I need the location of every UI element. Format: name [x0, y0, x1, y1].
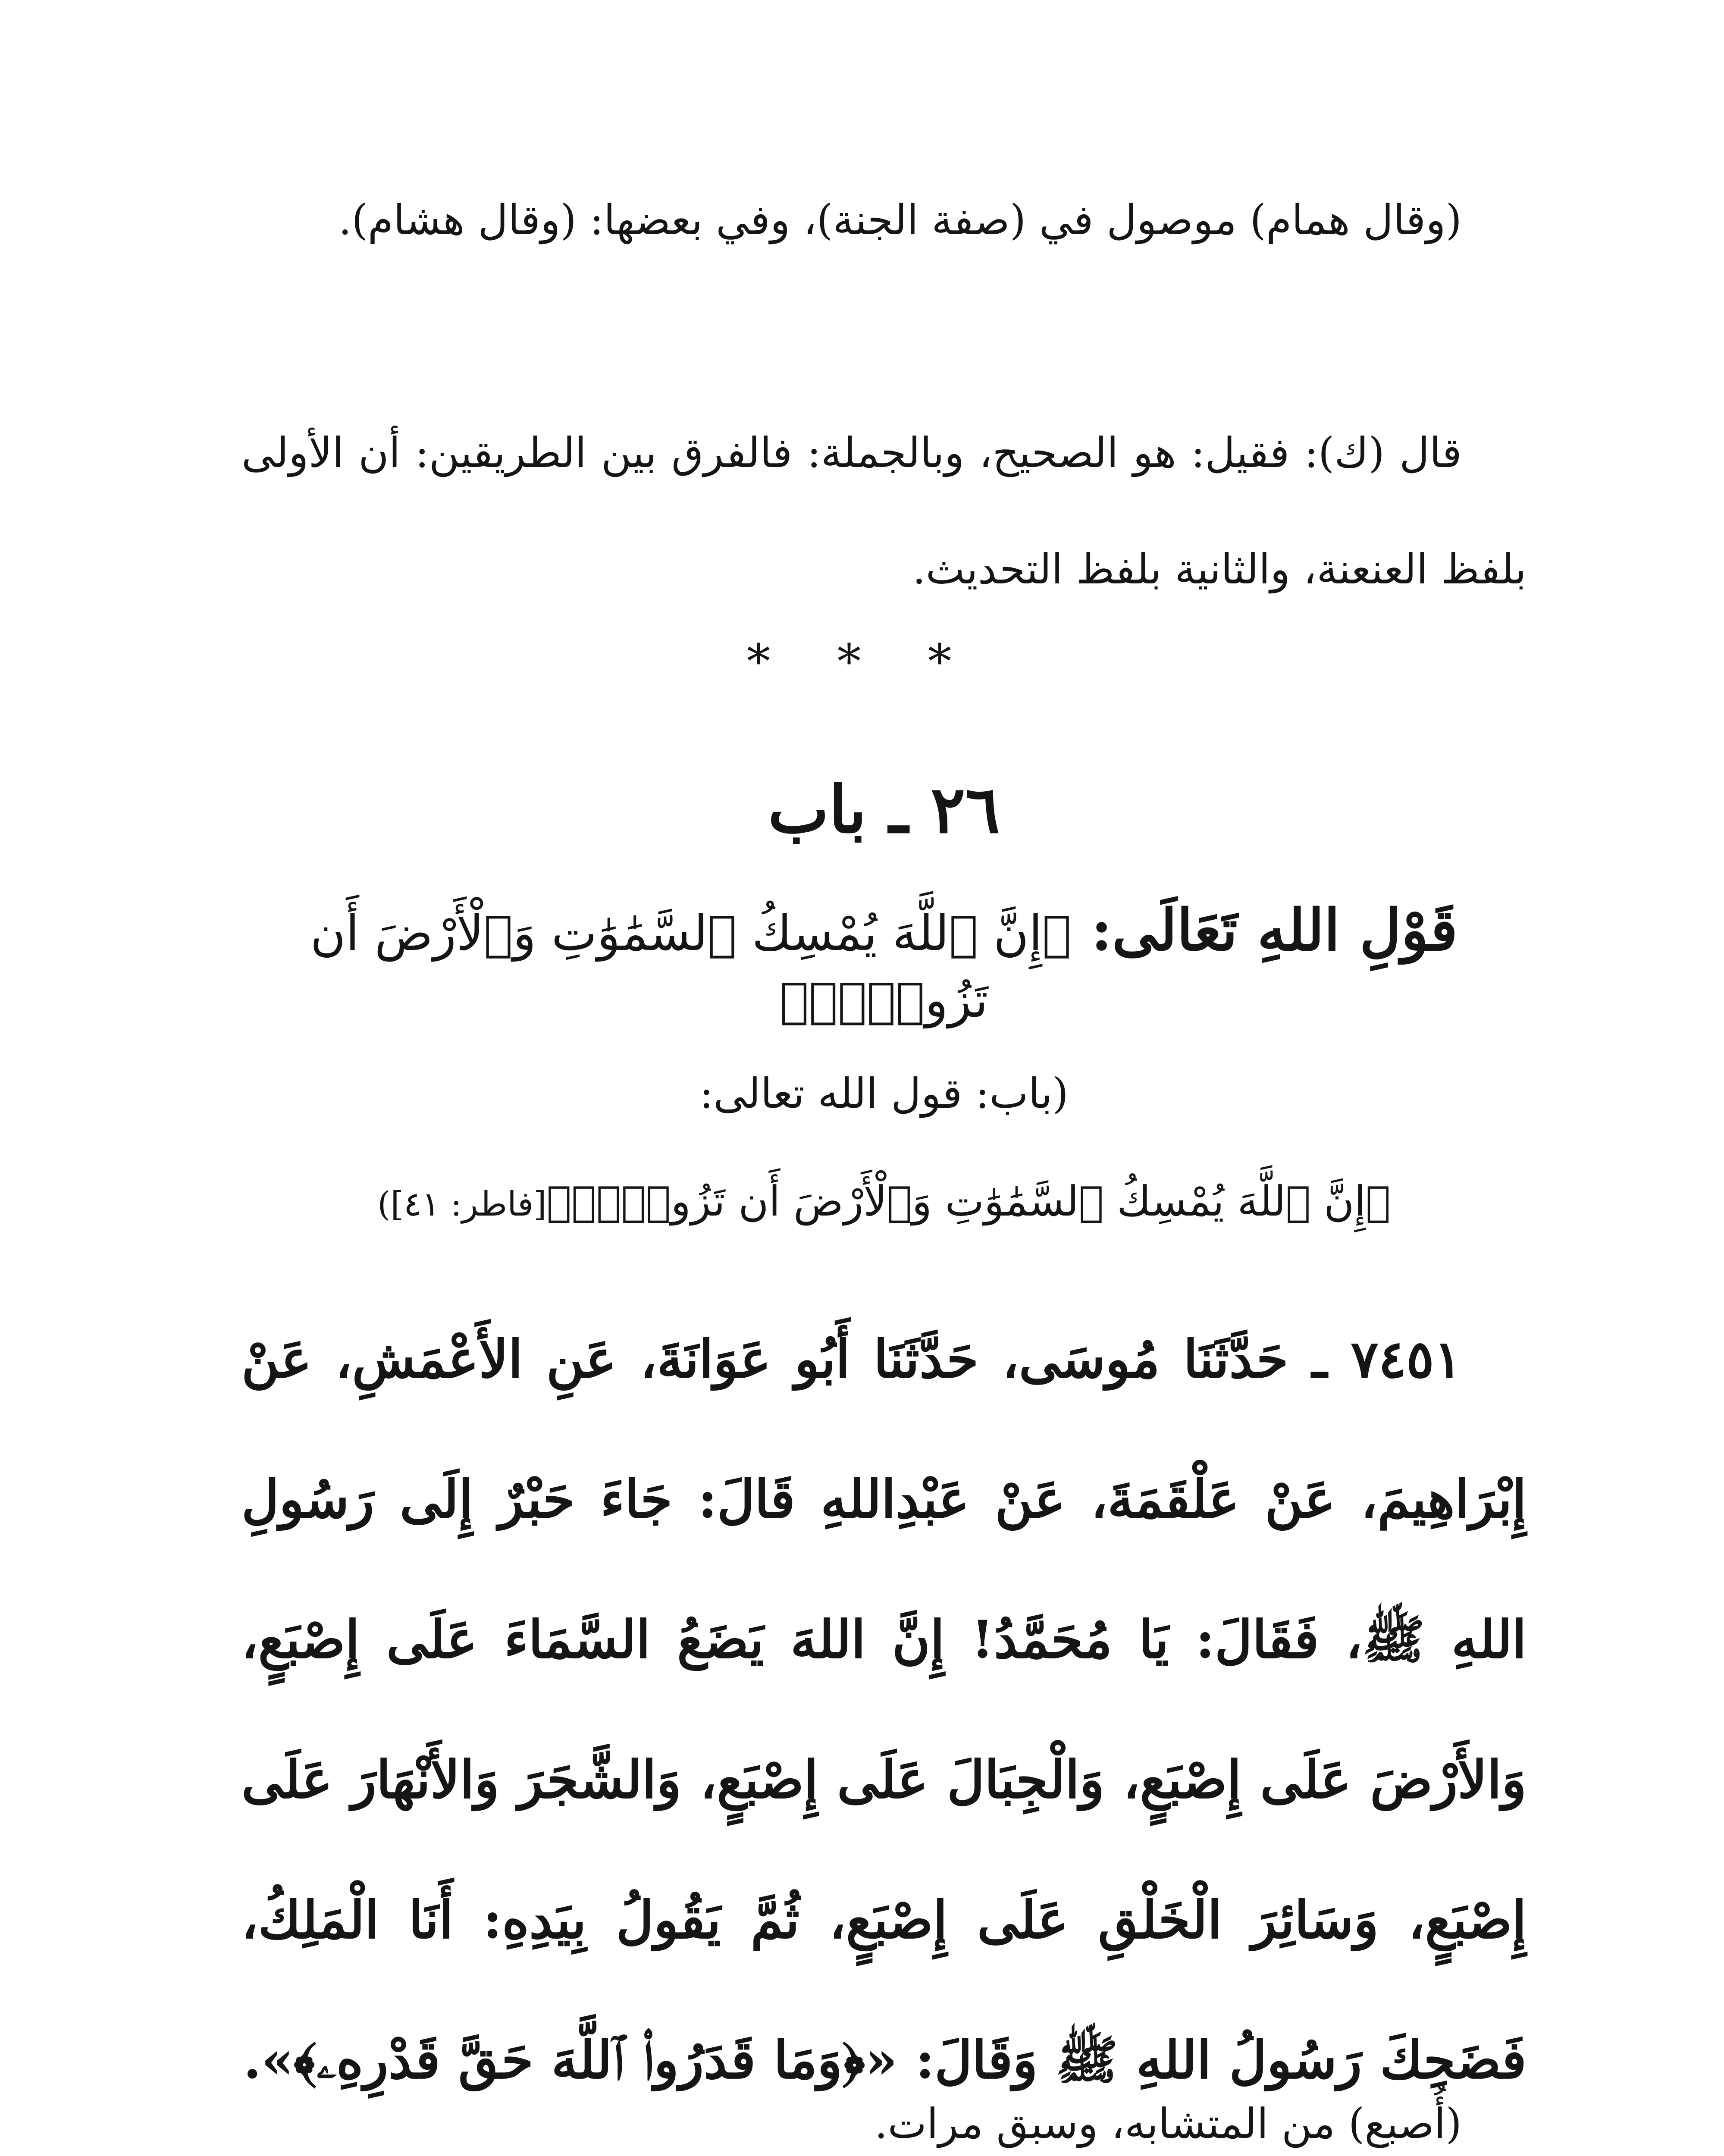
- paragraph-1: [241, 162, 1527, 278]
- hadith-text: [241, 1289, 1527, 2130]
- subheading-verse: ﴿إِنَّ ٱللَّهَ يُمْسِكُ ٱلسَّمَٰوَٰتِ وَٱلْأَرْضَ أَن تَزُولَاۚ﴾: [546, 1177, 1391, 1225]
- chapter-title-verse: ﴿إِنَّ ٱللَّهَ يُمْسِكُ ٱلسَّمَٰوَٰتِ وَٱلْأَرْضَ أَن تَزُولَاۚ﴾: [310, 906, 1072, 1028]
- section-separator: * * *: [746, 634, 978, 689]
- chapter-title-prefix: قَوْلِ اللهِ تَعَالَى:: [1071, 897, 1458, 964]
- paragraph-2-text: قال (ك): فقيل: هو الصحيح، وبالجملة: فالفرق بين الطريقين: أن الأولى بلفظ العنعنة، والثانية بلفظ التحديث.: [241, 429, 1527, 593]
- verse-reference: [فاطر: ٤١]): [377, 1185, 547, 1224]
- paragraph-1-text: (وقال همام) موصول في (صفة الجنة)، وفي بعضها: (وقال هشام).: [338, 196, 1462, 244]
- commentary-note-1: [241, 2065, 1527, 2156]
- chapter-number: ٢٦ ـ باب: [768, 772, 1000, 848]
- hadith-body: ٧٤٥١ ـ حَدَّثَنَا مُوسَى، حَدَّثَنَا أَبُو عَوَانَةَ، عَنِ الأَعْمَشِ، عَنْ إِبْرَاهِيمَ، عَنْ عَلْقَمَةَ، عَنْ عَبْدِاللهِ قَالَ: جَاءَ حَبْرٌ إِلَى رَسُولِ اللهِ ﷺ، فَقَالَ: يَا مُحَمَّدُ! إِنَّ اللهَ يَضَعُ السَّمَاءَ عَلَى إِصْبَعٍ، وَالأَرْضَ عَلَى إِصْبَعٍ، وَالْجِبَالَ عَلَى إِصْبَعٍ، وَالشَّجَرَ وَالأَنْهَارَ عَلَى إِصْبَعٍ، وَسَائِرَ الْخَلْقِ عَلَى إِصْبَعٍ، ثُمَّ يَقُولُ بِيَدِهِ: أَنَا الْمَلِكُ، فَضَحِكَ رَسُولُ اللهِ ﷺ وَقَالَ: «﴿وَمَا قَدَرُوا۟ ٱللَّهَ حَقَّ قَدْرِهِۦ﴾».: [241, 1329, 1527, 2090]
- paragraph-2: [241, 395, 1527, 627]
- commentary-note-1-text: (أُصبع) من المتشابه، وسبق مرات.: [875, 2100, 1462, 2148]
- subheading-line: (باب: قول الله تعالى:: [699, 1069, 1069, 1118]
- chapter-title: [241, 897, 1527, 1031]
- subheading-verse-line: [241, 1177, 1527, 1225]
